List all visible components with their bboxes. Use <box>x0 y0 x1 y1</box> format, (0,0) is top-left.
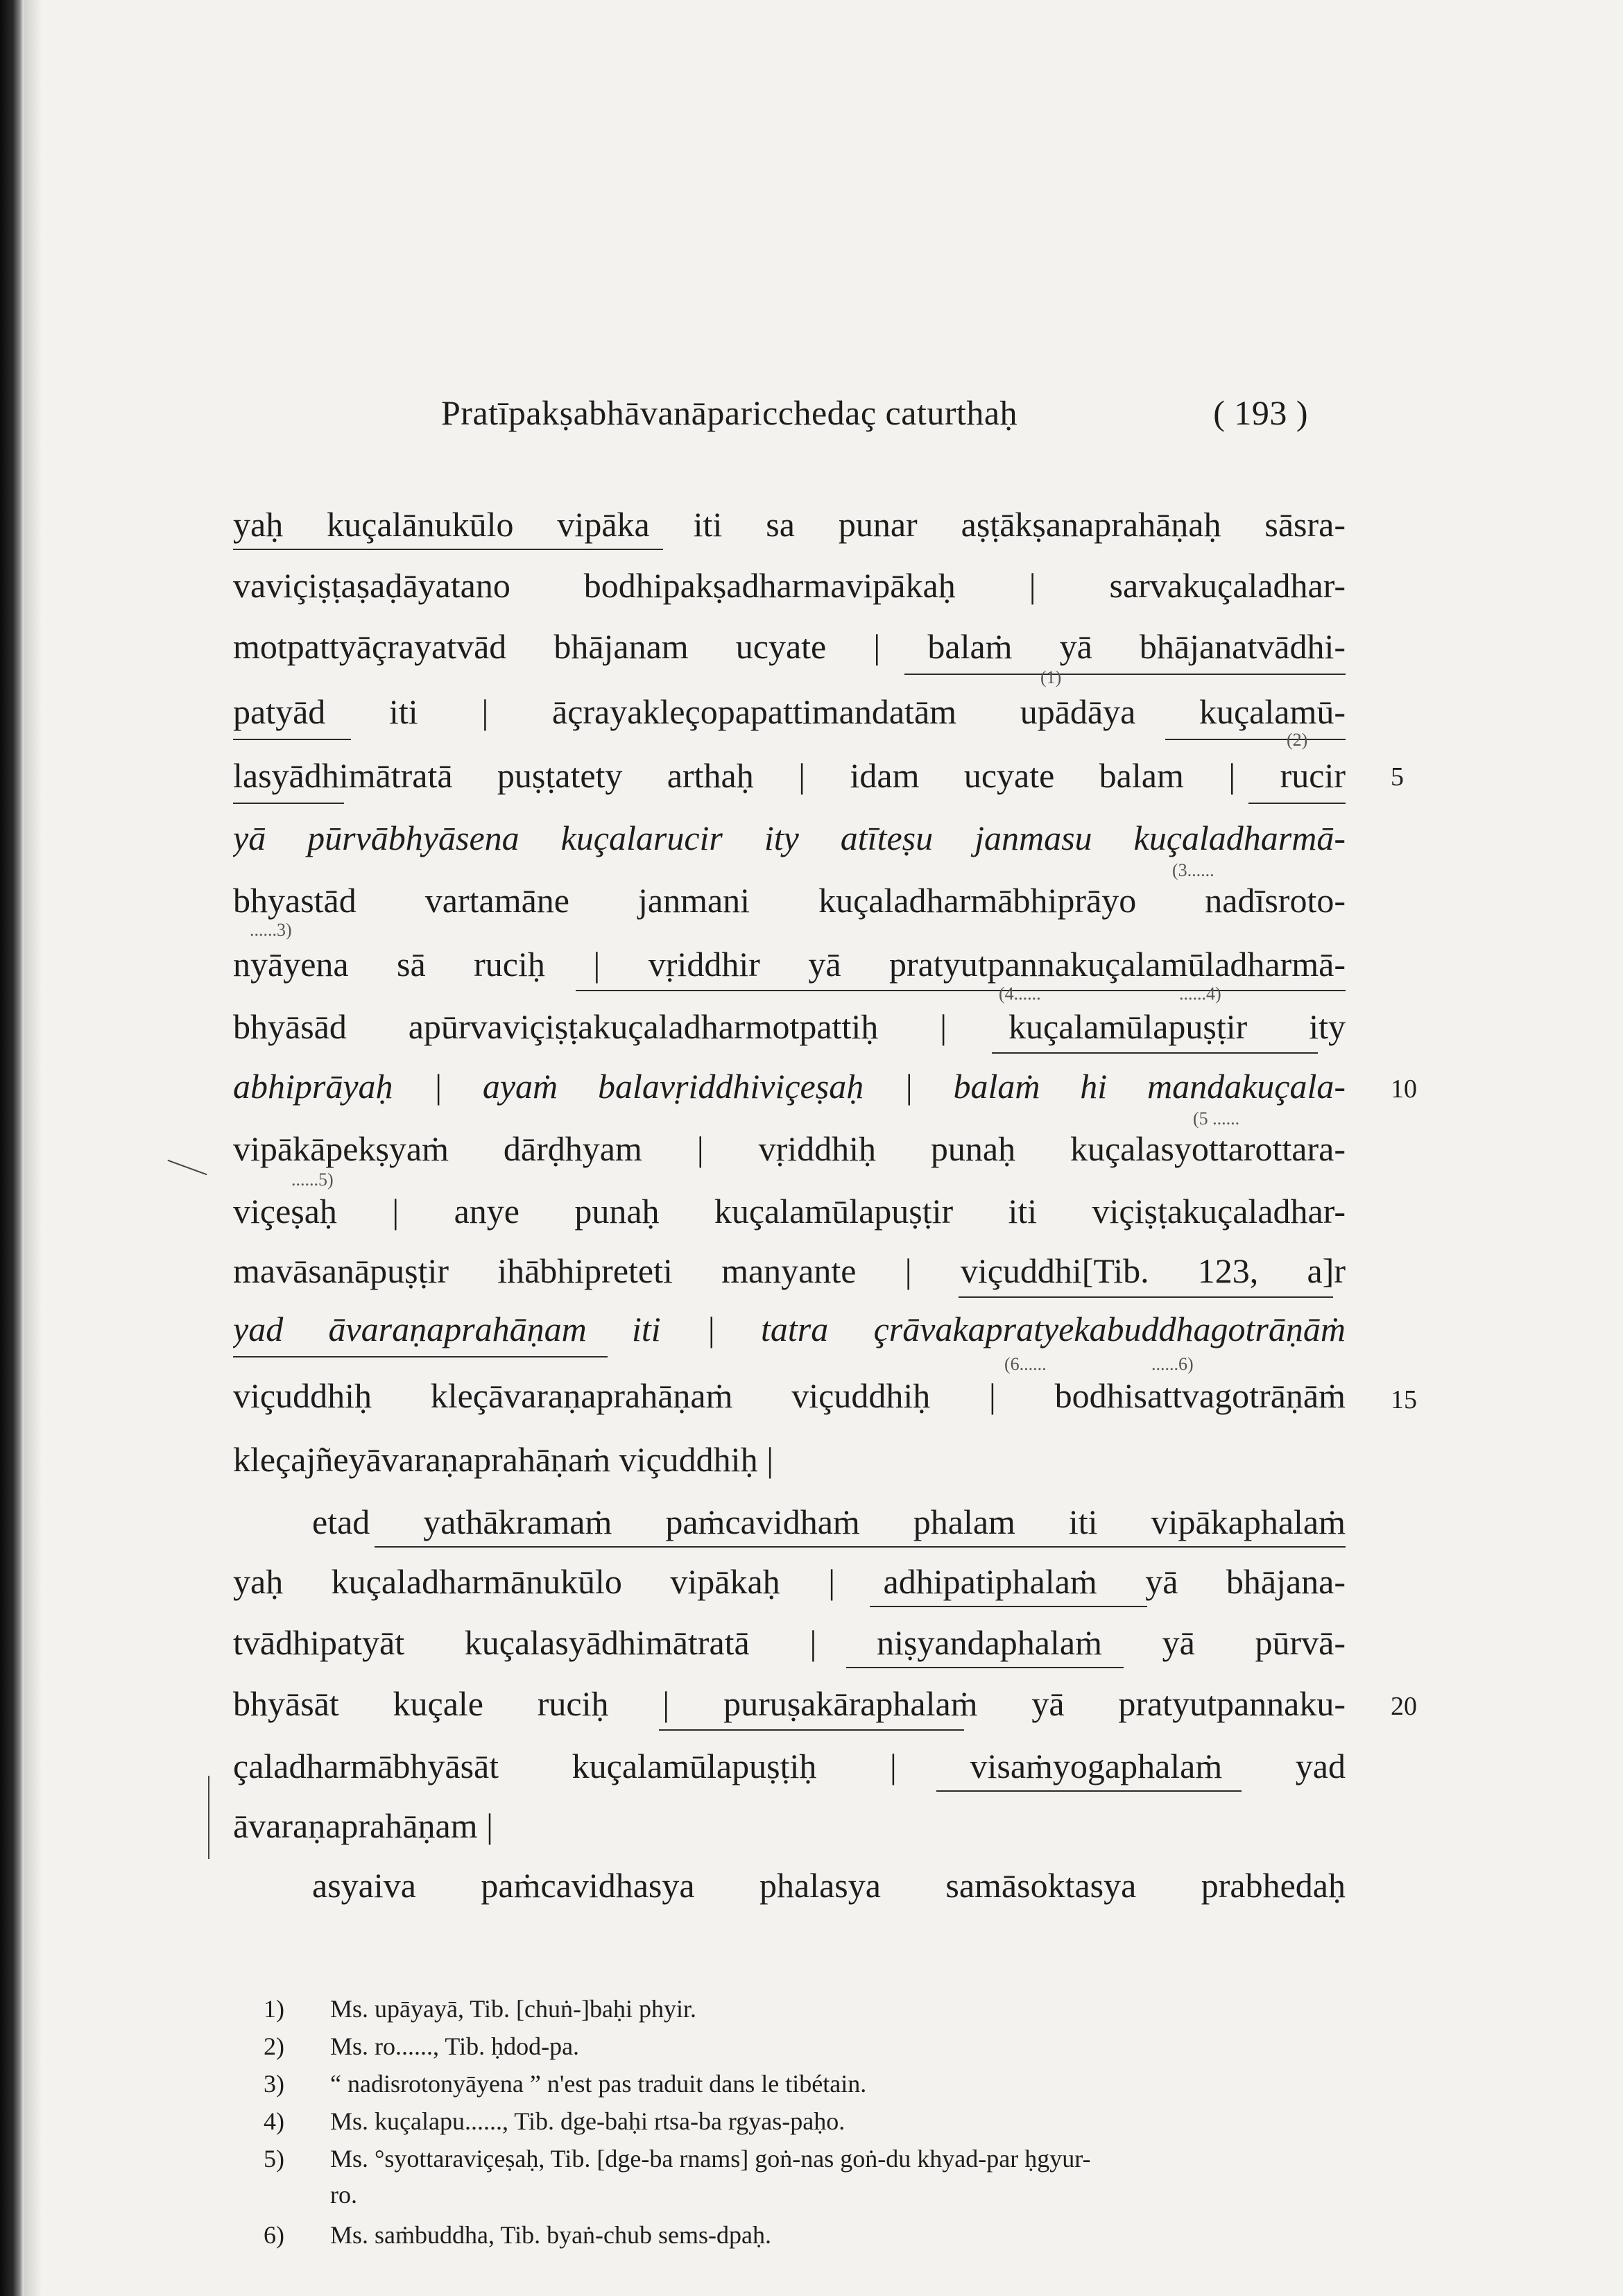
text-line: asyaiva paṁcavidhasya phalasya samāsoktasya prabhedaḥ <box>312 1866 1346 1905</box>
text-line: yad āvaraṇaprahāṇam iti | tatra çrāvakapratyekabuddhagotrāṇāṁ <box>233 1310 1346 1348</box>
text-line: patyād iti | āçrayakleçopapattimandatām upādāya kuçalamū- <box>233 692 1346 731</box>
note-marker: ......5) <box>291 1170 334 1190</box>
underline-rule <box>846 1667 1124 1668</box>
text-line: viçeṣaḥ | anye punaḥ kuçalamūlapuṣṭir iti viçiṣṭakuçaladhar- <box>233 1192 1346 1231</box>
underline-rule <box>1248 803 1346 804</box>
note-marker: (6...... <box>1004 1354 1047 1374</box>
footnote <box>264 1991 1346 2027</box>
text-line: nyāyena sā ruciḥ | vṛiddhir yā pratyutpannakuçalamūladharmā- <box>233 945 1346 984</box>
page-gutter <box>24 0 42 2296</box>
footnote-text: ro. <box>330 2181 357 2209</box>
footnote-text: Ms. upāyayā, Tib. [chuṅ-]baḥi phyir. <box>330 1995 696 2023</box>
footnote-text: Ms. kuçalapu......, Tib. dge-baḥi rtsa-ba rgyas-paḥo. <box>330 2107 845 2135</box>
text-line: çaladharmābhyāsāt kuçalamūlapuṣṭiḥ | visaṁyogaphalaṁ yad <box>233 1747 1346 1785</box>
footnote-number: 5) <box>264 2145 284 2173</box>
text-line: bhyāsād apūrvaviçiṣṭakuçaladharmotpattiḥ | kuçalamūlapuṣṭir ity <box>233 1007 1346 1046</box>
note-marker: ......3) <box>250 920 292 940</box>
note-marker: (3...... <box>1172 860 1214 880</box>
footnote-number: 1) <box>264 1995 284 2023</box>
underline-rule <box>375 1546 1346 1548</box>
text-line: tvādhipatyāt kuçalasyādhimātratā | niṣyandaphalaṁ yā pūrvā- <box>233 1623 1346 1662</box>
footnote <box>264 2141 1346 2177</box>
underline-rule <box>870 1606 1147 1607</box>
margin-pencil-mark <box>167 1160 207 1175</box>
footnote-text: Ms. saṁbuddha, Tib. byaṅ-chub sems-dpaḥ. <box>330 2221 771 2249</box>
footnote <box>264 2217 1346 2253</box>
note-marker: (2) <box>1287 730 1308 750</box>
line-number: 20 <box>1391 1692 1417 1721</box>
text-line: kleçajñeyāvaraṇaprahāṇaṁ viçuddhiḥ | <box>233 1440 774 1479</box>
text-line: mavāsanāpuṣṭir ihābhipreteti manyante | viçuddhi[Tib. 123, a]r <box>233 1251 1346 1290</box>
text-line: vipākāpekṣyaṁ dārḍhyam | vṛiddhiḥ punaḥ kuçalasyottarottara- <box>233 1129 1346 1168</box>
text-line: bhyastād vartamāne janmani kuçaladharmābhiprāyo nadīsroto- <box>233 881 1346 920</box>
margin-bracket-mark <box>208 1776 212 1859</box>
underline-rule <box>992 1052 1318 1054</box>
footnote <box>264 2103 1346 2139</box>
footnote-number: 4) <box>264 2107 284 2135</box>
line-number: 15 <box>1391 1385 1417 1414</box>
page-number: ( 193 ) <box>1213 393 1308 432</box>
book-spine-shadow <box>0 0 24 2296</box>
footnote-text: “ nadisrotonyāyena ” n'est pas traduit dans le tibétain. <box>330 2070 867 2098</box>
text-line: etad yathākramaṁ paṁcavidhaṁ phalam iti vipākaphalaṁ <box>312 1502 1346 1541</box>
footnote-number: 3) <box>264 2070 284 2098</box>
note-marker: ......6) <box>1151 1354 1194 1374</box>
footnote <box>264 2177 1346 2213</box>
text-line: abhiprāyaḥ | ayaṁ balavṛiddhiviçeṣaḥ | balaṁ hi mandakuçala- <box>233 1067 1346 1106</box>
footnote-text: Ms. ro......, Tib. ḥdod-pa. <box>330 2032 580 2060</box>
underline-rule <box>904 674 1346 675</box>
chapter-title: Pratīpakṣabhāvanāparicchedaç caturthaḥ <box>441 393 1018 432</box>
text-line: āvaraṇaprahāṇam | <box>233 1806 494 1845</box>
text-line: motpattyāçrayatvād bhājanam ucyate | balaṁ yā bhājanatvādhi- <box>233 627 1346 666</box>
text-line: lasyādhimātratā puṣṭatety arthaḥ | idam ucyate balam | rucir <box>233 756 1346 795</box>
underline-rule <box>233 803 344 804</box>
running-header <box>441 393 1308 448</box>
footnote-number: 2) <box>264 2032 284 2060</box>
underline-rule <box>233 549 663 550</box>
underline-rule <box>233 739 351 740</box>
underline-rule <box>1165 739 1346 740</box>
text-line: yaḥ kuçalānukūlo vipāka iti sa punar aṣṭākṣanaprahāṇaḥ sāsra- <box>233 505 1346 544</box>
underline-rule <box>936 1790 1242 1792</box>
line-number: 10 <box>1391 1074 1417 1104</box>
footnote-text: Ms. °syottaraviçeṣaḥ, Tib. [dge-ba rnams] goṅ-nas goṅ-du khyad-par ḥgyur- <box>330 2145 1091 2173</box>
text-line: viçuddhiḥ kleçāvaraṇaprahāṇaṁ viçuddhiḥ | bodhisattvagotrāṇāṁ <box>233 1376 1346 1415</box>
text-line: bhyāsāt kuçale ruciḥ | puruṣakāraphalaṁ yā pratyutpannaku- <box>233 1684 1346 1723</box>
line-number: 5 <box>1391 762 1404 791</box>
underline-rule <box>576 990 1346 991</box>
text-line: yaḥ kuçaladharmānukūlo vipākaḥ | adhipatiphalaṁ yā bhājana- <box>233 1562 1346 1601</box>
text-line: vaviçiṣṭaṣaḍāyatano bodhipakṣadharmavipākaḥ | sarvakuçaladhar- <box>233 566 1346 605</box>
note-marker: (4...... <box>999 984 1041 1004</box>
note-marker: (5 ...... <box>1193 1108 1240 1129</box>
underline-rule <box>659 1729 964 1731</box>
underline-rule <box>233 1356 608 1357</box>
text-line: yā pūrvābhyāsena kuçalarucir ity atīteṣu janmasu kuçaladharmā- <box>233 819 1346 857</box>
note-marker: (1) <box>1040 667 1062 687</box>
underline-rule <box>959 1296 1333 1298</box>
footnote <box>264 2066 1346 2102</box>
footnote <box>264 2028 1346 2064</box>
footnote-number: 6) <box>264 2221 284 2249</box>
note-marker: ......4) <box>1179 984 1221 1004</box>
